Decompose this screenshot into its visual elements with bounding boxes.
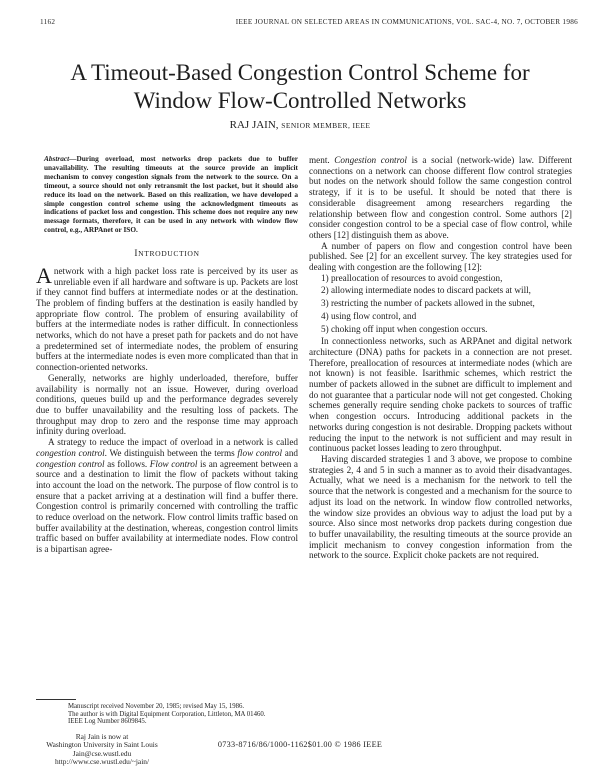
footnote-line: IEEE Log Number 8609845. [68,718,147,725]
affiliation-stamp [40,733,164,767]
abstract [44,155,298,235]
list-item: 1) preallocation of resources to avoid congestion, [321,272,503,283]
section-heading-introduction [36,249,298,260]
stamp-email[interactable]: Jain@cse.wustl.edu [72,748,132,758]
abstract-text: —During overload, most networks drop packets due to buffer unavailability. The resulting timeouts at the source provide an implicit mechanism to convey congestion signals from the network to the source. On a timeout, a source should not only retransmit the lost packet, but it should also reduce its load on the network. Based on this realization, we have developed a simple congestion control scheme using the acknowledgment timeouts as indications of packet loss and congestion. This scheme does not require any new message formats, therefore, it can be used in any network with window flow control, e.g., ARPAnet or ISO. [44,154,298,235]
p3-part: . We distinguish between the terms [104,447,238,458]
footnote-rule [36,699,76,700]
p3-part: and [282,447,299,458]
p3-emph: congestion control [36,458,105,469]
list-item: 3) restricting the number of packets allowed in the subnet, [321,298,535,309]
right-paragraph-1 [309,155,572,241]
r1-emph: Congestion control [334,155,407,165]
stamp-homepage-link[interactable]: http://www.cse.wustl.edu/~jain/ [54,757,150,767]
right-paragraph-3: In connectionless networks, such as ARPAnet and digital network architecture (DNA) paths for packets in a connection are not preset. Therefore, preallocation of resources at intermediate nodes (which are not known) is not feasible. Isarithmic schemes, which restrict the number of packets allowed in the subnet are difficult to implement and do not guarantee that a particular node will not get congested. Choking schemes generally require sending choke packets to sources of traffic when congestion occurs. Introducing additional packets in the networks during congestion is not desirable. Dropping packets without reducing the input to the network is not sufficient and may result in continuous packet losses leading to zero throughput. [309,336,572,454]
stamp-line: Raj Jain is now at [75,732,129,741]
heading-rest: NTRODUCTION [138,249,200,259]
author-name: RAJ JAIN, [229,119,279,131]
p3-emph: Flow control [149,458,198,469]
footnote [58,703,298,726]
list-item: 4) using flow control, and [321,310,417,321]
intro-paragraph-3 [36,437,298,555]
r1-part: is a social (network-wide) law. Different connections on a network can choose different flow control strategies but nodes on the network should follow the same congestion control strategy, if it is to be useful. It should be noted that there is considerable disagreement among researchers regarding the relationship between flow and congestion control. Some authors [2] consider congestion control to be a special case of flow control, while others [12] distinguish them as above. [309,155,572,240]
drop-cap: A [36,262,52,288]
copyright-line: 0733-8716/86/1000-1162$01.00 © 1986 IEEE [217,740,383,749]
intro-paragraph-1 [36,262,298,373]
p3-emph: flow control [237,447,283,458]
r1-part: ment. [309,155,335,165]
heading-initial: I [134,249,139,260]
intro-paragraph-2: Generally, networks are highly underloaded, therefore, buffer availability is normally not an issue. However, during overload conditions, queues build up and the performance degrades severely due to buffer unavailability and the resulting loss of packets. The throughput may drop to zero and the response time may approach infinity during overload. [36,372,298,437]
intro-p1-text: network with a high packet loss rate is perceived by its user as unreliable even if all hardware and software is up. Packets are lost if they cannot find buffers at intermediate nodes or at the destination. The problem of finding buffers at the destination is easily handled by appropriate flow control. The problem of ensuring availability of buffers at the intermediate nodes is rather difficult. In connectionless networks, which do not have a preset path for packets and do not have a predetermined set of intermediate nodes, the problem of ensuring buffers at the intermediate nodes is even more complicated than that in connection-oriented networks. [36,265,298,373]
p3-emph: congestion control [36,447,105,458]
p3-part: is an agreement between a source and a destination to limit the flow of packets without taking into account the load on the network. The purpose of flow control is to ensure that a packet arriving at a destination will find a buffer there. Congestion control is primarily concerned with controlling the traffic to reduce overload on the network. Flow control limits traffic based on buffer availability at the destination, whereas, congestion control limits traffic based on buffer availability at intermediate nodes. Flow control is a bipartisan agree- [36,458,298,555]
stamp-line: Washington University in Saint Louis [46,740,158,750]
list-item: 2) allowing intermediate nodes to discard packets at will, [321,285,531,296]
page-number: 1162 [40,18,56,26]
list-item: 5) choking off input when congestion occurs. [321,323,488,334]
author-membership: SENIOR MEMBER, IEEE [281,121,371,130]
author-line [0,119,600,131]
abstract-lead: Abstract [44,154,70,163]
p3-part: as follows. [104,458,150,469]
footnote-line: Manuscript received November 20, 1985; revised May 15, 1986. [68,703,245,710]
journal-name: IEEE JOURNAL ON SELECTED AREAS IN COMMUNICATIONS, VOL. SAC-4, NO. 7, OCTOBER 1986 [235,18,578,26]
footnote-line: The author is with Digital Equipment Corporation, Littleton, MA 01460. [68,710,266,718]
left-column [36,155,298,555]
p3-part: A strategy to reduce the impact of overload in a network is called [48,437,298,448]
strategy-list [309,273,572,335]
right-column [309,155,572,561]
right-paragraph-2: A number of papers on flow and congestion control have been published. See [2] for an excellent survey. The key strategies used for dealing with congestion are the following [12]: [309,240,572,273]
right-paragraph-4: Having discarded strategies 1 and 3 above, we propose to combine strategies 2, 4 and 5 in such a manner as to avoid their disadvantages. Actually, what we need is a mechanism for the network to tell the source that the network is congested and a mechanism for the source to adjust its load on the network. In window flow controlled networks, the window size provides an obvious way to adjust the load put by a source. Also since most networks drop packets during congestion due to buffer unavailability, the resulting timeouts at the source provide an implicit mechanism to convey congestion information from the network to the source. Explicit choke packets are not required. [309,453,572,561]
paper-title: A Timeout-Based Congestion Control Scheme for Window Flow-Controlled Networks [70,60,530,114]
